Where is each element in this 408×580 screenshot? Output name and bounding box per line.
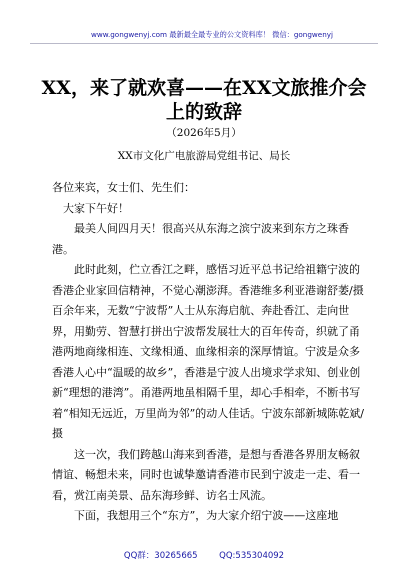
footer-contact: QQ群：30265665 QQ:535304092 [123,551,285,561]
header-banner: www.gongwenyj.com 最新最全最专业的公文资料库！ 微信：gongwenyj [90,30,334,39]
document-title: XX，来了就欢喜——在XX文旅推介会上的致辞 [41,77,367,123]
paragraph: 此时此刻，伫立香江之畔，感悟习近平总书记给祖籍宁波的香港企业家回信精神，不觉心潮澎湃。香港维多利亚港谢舒萎/摄百余年来，无数“宁波帮”人士从东海启航、奔赴香江、走向世界，用勤劳、智慧打拼出宁波帮发展壮大的百年传奇，织就了甬港两地商缘相连、文缘相通、血缘相亲的深厚情谊。宁波是众多香港人心中“温暖的故乡”，香港是宁波人出境求学求知、创业创新“理想的港湾”。甬港两地虽相隔千里，却心手相牵，不断书写着“相知无远近，万里尚为邻”的动人佳话。宁波东部新城陈乾斌/摄 [52,263,364,440]
header-divider [30,43,378,44]
paragraph: 最美人间四月天！很高兴从东海之滨宁波来到东方之珠香港。 [52,222,349,256]
paragraph: 这一次，我们跨越山海来到香港，是想与香港各界朋友畅叙情谊、畅想未来，同时也诚挚邀请香港市民到宁波走一走、看一看，赏江南美景、品东海珍鲜、访名士风流。 [52,447,360,502]
document-body [52,178,368,527]
paragraph: 大家下午好！ [63,201,129,215]
greeting: 各位来宾，女士们、先生们： [52,181,195,194]
document-author: XX市文化广电旅游局党组书记、局长 [117,150,291,162]
document-date: （2026年5月） [166,127,242,139]
paragraph: 下面，我想用三个“东方”，为大家介绍宁波——这座地 [74,509,339,522]
